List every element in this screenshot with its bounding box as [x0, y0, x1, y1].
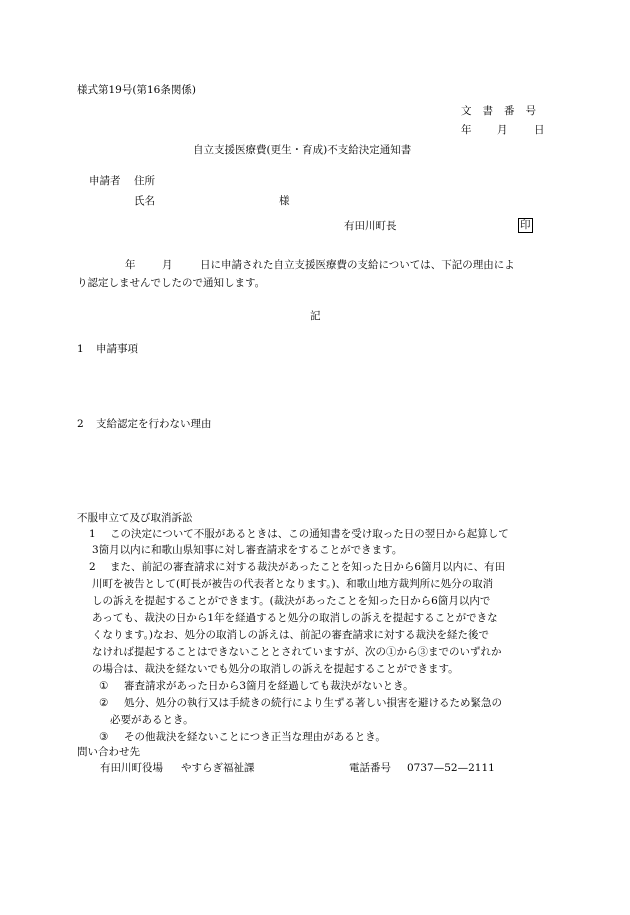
case-2-text: 必要があるとき。 [110, 714, 194, 726]
name-label: 氏名 [134, 195, 155, 207]
appeal-item-2-line: くなります。)なお、処分の取消しの訴えは、前記の審査請求に対する裁決を経た後で [92, 629, 490, 641]
appeal-item-1-line: 3箇月以内に和歌山県知事に対し審査請求をすることができます。 [92, 544, 403, 556]
section-2-number: 2 [77, 418, 84, 430]
appeal-item-2-line: あっても、裁決の日から1年を経過すると処分の取消しの訴えを提起することができな [92, 612, 498, 624]
intro-month: 月 [162, 259, 173, 271]
contact-office: 有田川町役場 [100, 762, 163, 774]
appeal-heading: 不服申立て及び取消訴訟 [77, 512, 193, 524]
intro-year: 年 [125, 259, 136, 271]
contact-department: やすらぎ福祉課 [181, 762, 255, 774]
appeal-item-2-line: なければ提起することはできないこととされていますが、次の①から③までのいずれか [92, 646, 502, 658]
honorific: 様 [279, 195, 290, 207]
appeal-item-1-line: この決定について不服があるときは、この通知書を受け取った日の翌日から起算して [110, 528, 509, 540]
appeal-item-2-line: また、前記の審査請求に対する裁決があったことを知った日から6箇月以内に、有田 [110, 561, 506, 573]
case-3-text: その他裁決を経ないことにつき正当な理由があるとき。 [124, 731, 386, 743]
case-3-mark: ③ [99, 731, 109, 743]
ki-mark: 記 [310, 310, 321, 322]
case-2-mark: ② [99, 697, 109, 709]
contact-phone: 0737—52—2111 [407, 762, 495, 774]
case-1-text: 審査請求があった日から3箇月を経過しても裁決がないとき。 [124, 680, 414, 692]
page-title: 自立支援医療費(更生・育成)不支給決定通知書 [193, 144, 412, 156]
form-label: 様式第19号(第16条関係) [77, 84, 196, 96]
date-year: 年 [461, 124, 472, 136]
appeal-item-2-line: の場合は、裁決を経ないでも処分の取消しの訴えを提起することができます。 [92, 663, 459, 675]
intro-line-2: り認定しませんでしたので通知します。 [77, 277, 266, 289]
appeal-item-2-line: 川町を被告として(町長が被告の代表者となります。)、和歌山地方裁判所に処分の取消 [92, 578, 494, 590]
intro-line-1: 日に申請された自立支援医療費の支給については、下記の理由によ [200, 259, 515, 271]
issuer-name: 有田川町長 [344, 220, 397, 232]
contact-phone-label: 電話番号 [349, 762, 391, 774]
case-1-mark: ① [99, 680, 109, 692]
case-2-text: 処分、処分の執行又は手続きの続行により生ずる著しい損害を避けるため緊急の [124, 697, 502, 709]
appeal-item-2-number: 2 [89, 561, 96, 573]
contact-heading: 問い合わせ先 [77, 746, 140, 758]
address-label: 住所 [134, 175, 155, 187]
document-number: 文書番号 [461, 105, 547, 117]
seal-mark [518, 218, 533, 233]
seal-text: 印 [520, 219, 531, 231]
applicant-label: 申請者 [89, 175, 121, 187]
section-1-number: 1 [77, 343, 84, 355]
section-1-title: 申請事項 [96, 343, 138, 355]
section-2-title: 支給認定を行わない理由 [96, 418, 212, 430]
date-day: 日 [534, 124, 545, 136]
appeal-item-2-line: しの訴えを提起することができます。(裁決があったことを知った日から6箇月以内で [92, 595, 491, 607]
appeal-item-1-number: 1 [89, 528, 96, 540]
date-month: 月 [497, 124, 508, 136]
